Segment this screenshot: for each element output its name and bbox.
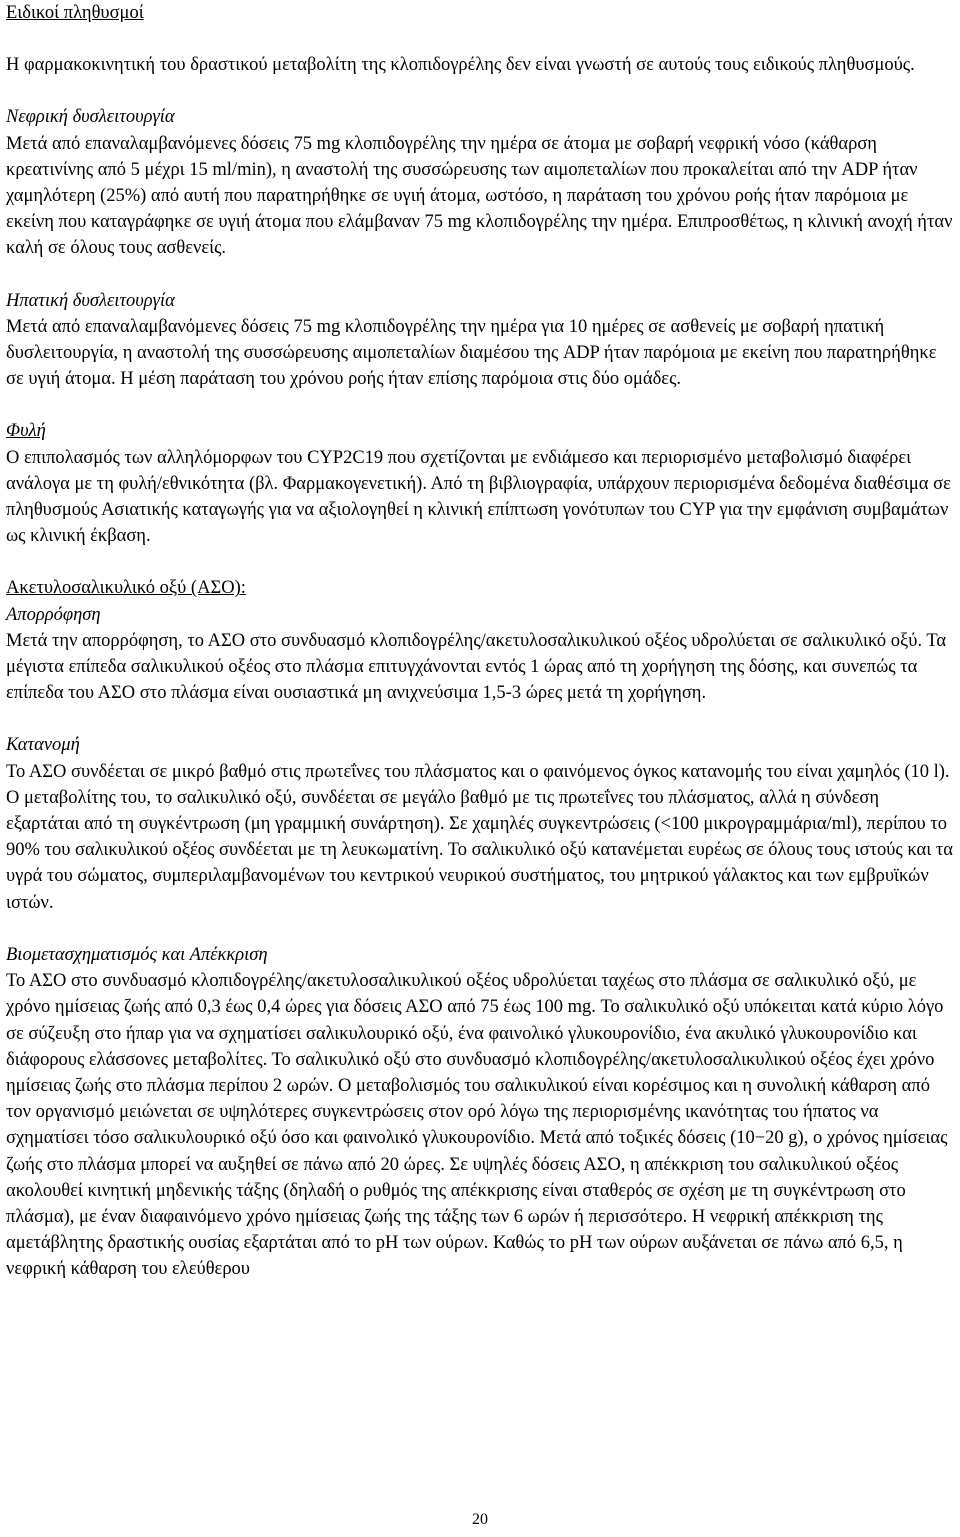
special-populations-section bbox=[6, 0, 956, 575]
metabolism-excretion-heading: Βιομετασχηματισμός και Απέκκριση bbox=[6, 944, 268, 965]
special-populations-intro: Η φαρμακοκινητική του δραστικού μεταβολίτη της κλοπιδογρέλης δεν είναι γνωστή σε αυτούς τους ειδικούς πληθυσμούς. bbox=[6, 55, 915, 76]
renal-heading: Νεφρική δυσλειτουργία bbox=[6, 107, 175, 128]
distribution-heading: Κατανομή bbox=[6, 735, 80, 756]
absorption-heading: Απορρόφηση bbox=[6, 604, 101, 625]
hepatic-heading: Ηπατική δυσλειτουργία bbox=[6, 290, 175, 311]
page-number: 20 bbox=[472, 1511, 488, 1528]
metabolism-excretion-text: Το ΑΣΟ στο συνδυασμό κλοπιδογρέλης/ακετυλοσαλικυλικού οξέος υδρολύεται ταχέως στο πλάσμα σε σαλικυλικό οξύ, με χρόνο ημίσειας ζωής από 0,3 έως 0,4 ώρες για δόσεις ΑΣΟ από 75 έως 100 mg. Το σαλικυλικό οξύ υπόκειται κατά κύριο λόγο σε σύζευξη στο ήπαρ για να σχηματίσει σαλικυλουρικό οξύ, ένα φαινολικό γλυκουρονίδιο, ένα ακυλικό γλυκουρονίδιο και διάφορους ελάσσονες μεταβολίτες. Το σαλικυλικό οξύ στο συνδυασμό κλοπιδογρέλης/ακετυλοσαλικυλικού οξέος έχει χρόνο ημίσειας ζωής στο πλάσμα περίπου 2 ωρών. Ο μεταβολισμός του σαλικυλικού είναι κορέσιμος και η συνολική κάθαρση από τον οργανισμό μειώνεται σε υψηλότερες συγκεντρώσεις στον ορό λόγω της περιορισμένης ικανότητας του ήπατος να σχηματίσει τόσο σαλικυλουρικό οξύ όσο και φαινολικό γλυκουρονίδιο. Μετά από τοξικές δόσεις (10−20 g), ο χρόνος ημίσειας ζωής στο πλάσμα μπορεί να αυξηθεί σε πάνω από 20 ώρες. Σε υψηλές δόσεις ΑΣΟ, η απέκκριση του σαλικυλικού οξέος ακολουθεί κινητική μηδενικής τάξης (δηλαδή ο ρυθμός της απέκκρισης είναι σταθερός σε σχέση με τη συγκέντρωση στο πλάσμα), με έναν διαφαινόμενο χρόνο ημίσειας ζωής της τάξης των 6 ωρών ή περισσότερο. Η νεφρική απέκκριση της αμετάβλητης δραστικής ουσίας εξαρτάται από το pH των ούρων. Καθώς το pH των ούρων αυξάνεται σε πάνω από 6,5, η νεφρική κάθαρση του ελεύθερου bbox=[6, 971, 948, 1280]
absorption-text: Μετά την απορρόφηση, το ΑΣΟ στο συνδυασμό κλοπιδογρέλης/ακετυλοσαλικυλικού οξέος υδρολύεται σε σαλικυλικό οξύ. Τα μέγιστα επίπεδα σαλικυλικού οξέος στο πλάσμα επιτυγχάνονται εντός 1 ώρας από τη χορήγηση της δόσης, και συνεπώς τα επίπεδα του ΑΣΟ στο πλάσμα είναι ουσιαστικά μη ανιχνεύσιμα 1,5-3 ώρες μετά τη χορήγηση. bbox=[6, 630, 947, 704]
document-page bbox=[6, 0, 956, 1283]
renal-text: Μετά από επαναλαμβανόμενες δόσεις 75 mg κλοπιδογρέλης την ημέρα σε άτομα με σοβαρή νεφρική νόσο (κάθαρση κρεατινίνης από 5 μέχρι 15 ml/min), η αναστολή της συσσώρευσης των αιμοπεταλίων που προκαλείται από την ADP ήταν χαμηλότερη (25%) από αυτή που παρατηρήθηκε σε υγιή άτομα, ωστόσο, η παράταση του χρόνου ροής ήταν παρόμοια με εκείνη που καταγράφηκε σε υγιή άτομα που ελάμβαναν 75 mg κλοπιδογρέλης την ημέρα. Επιπροσθέτως, η κλινική ανοχή ήταν καλή σε όλους τους ασθενείς. bbox=[6, 133, 953, 259]
aso-heading: Ακετυλοσαλικυλικό οξύ (ΑΣΟ): bbox=[6, 578, 246, 599]
distribution-text: Το ΑΣΟ συνδέεται σε μικρό βαθμό στις πρωτεΐνες του πλάσματος και ο φαινόμενος όγκος κατανομής του είναι χαμηλός (10 l). Ο μεταβολίτης του, το σαλικυλικό οξύ, συνδέεται σε μεγάλο βαθμό με τις πρωτεΐνες του πλάσματος, αλλά η σύνδεση εξαρτάται από τη συγκέντρωση (μη γραμμική συνάρτηση). Σε χαμηλές συγκεντρώσεις (<100 μικρογραμμάρια/ml), περίπου το 90% του σαλικυλικού οξέος συνδέεται με τη λευκωματίνη. Το σαλικυλικό οξύ κατανέμεται ευρέως σε όλους τους ιστούς και τα υγρά του σώματος, συμπεριλαμβανομένων του κεντρικού νευρικού συστήματος, του μητρικού γάλακτος και των εμβρυϊκών ιστών. bbox=[6, 761, 953, 913]
race-text: Ο επιπολασμός των αλληλόμορφων του CYP2C19 που σχετίζονται με ενδιάμεσο και περιορισμένο μεταβολισμό διαφέρει ανάλογα με τη φυλή/εθνικότητα (βλ. Φαρμακογενετική). Από τη βιβλιογραφία, υπάρχουν περιορισμένα δεδομένα διαθέσιμα σε πληθυσμούς Ασιατικής καταγωγής για να αξιολογηθεί η κλινική επίπτωση γονότυπων του CYP για την εμφάνιση συμβαμάτων ως κλινική έκβαση. bbox=[6, 447, 951, 547]
aso-section bbox=[6, 575, 956, 1282]
hepatic-text: Μετά από επαναλαμβανόμενες δόσεις 75 mg κλοπιδογρέλης την ημέρα για 10 ημέρες σε ασθενείς με σοβαρή ηπατική δυσλειτουργία, η αναστολή της συσσώρευσης αιμοπεταλίων διαμέσου της ADP ήταν παρόμοια με εκείνη που παρατηρήθηκε σε υγιή άτομα. Η μέση παράταση του χρόνου ροής ήταν επίσης παρόμοια στις δύο ομάδες. bbox=[6, 316, 937, 390]
special-populations-heading: Ειδικοί πληθυσμοί bbox=[6, 3, 144, 23]
race-heading: Φυλή bbox=[6, 421, 46, 442]
